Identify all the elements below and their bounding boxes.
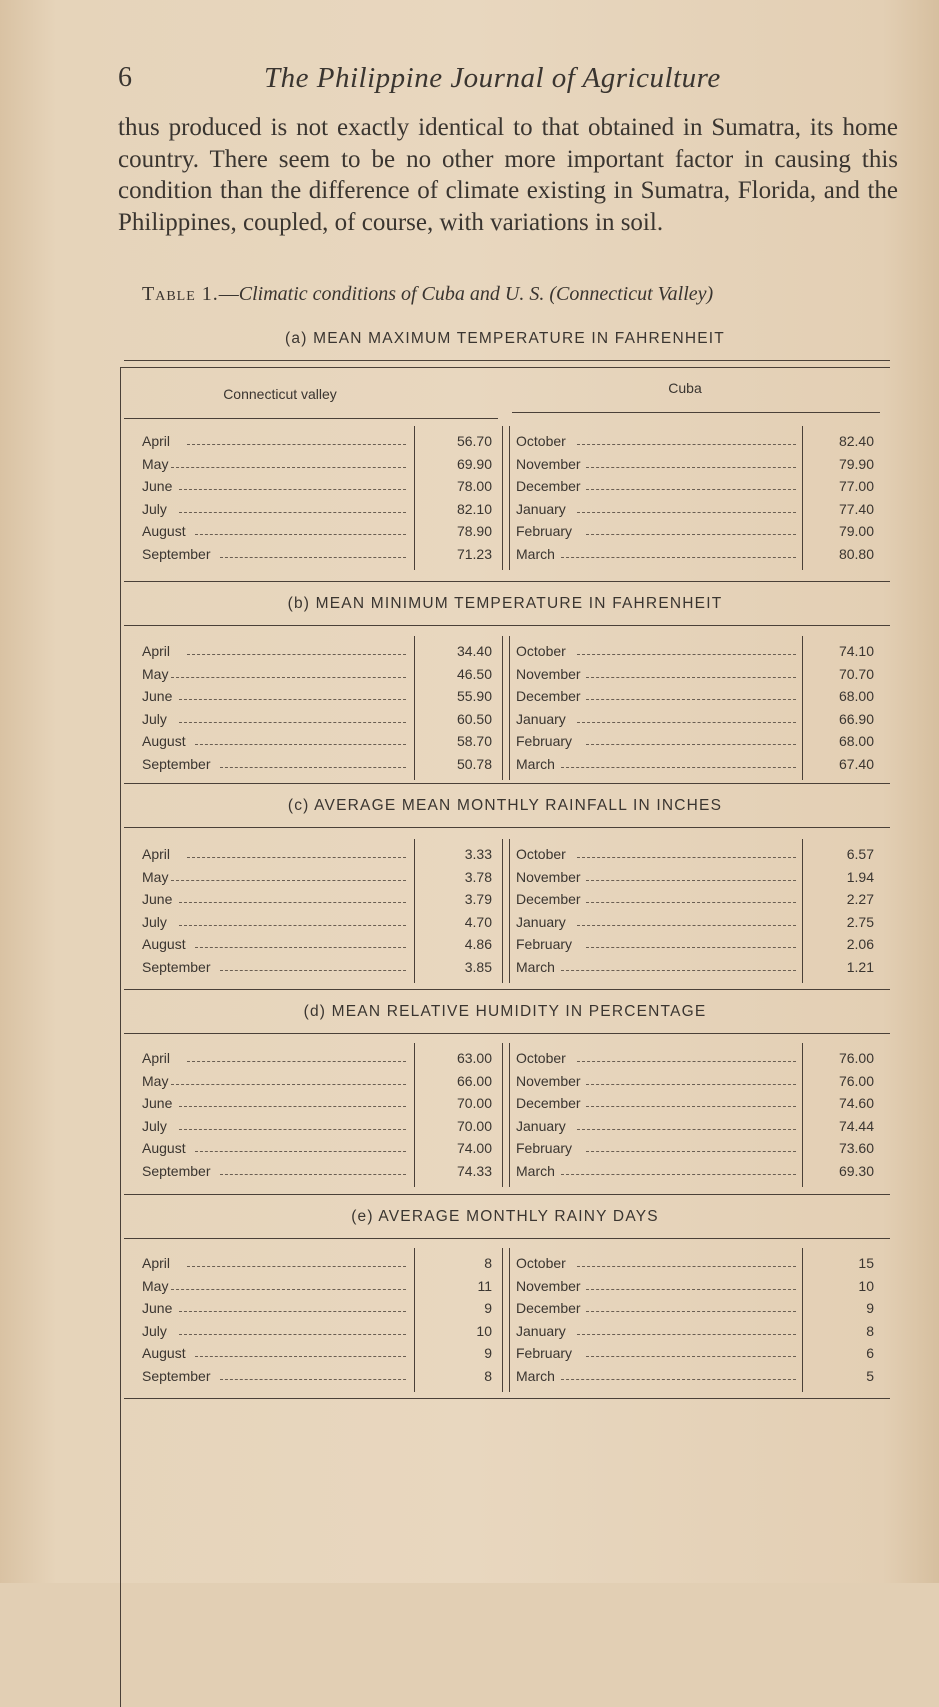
table-row [142,1115,492,1137]
leader-dots [586,744,796,745]
value-cell: 1.21 [846,959,874,975]
month-label: April [142,846,171,862]
leader-dots [577,857,796,858]
month-label: November [516,455,581,472]
month-label: June [142,1095,173,1112]
value-cell: 60.50 [456,710,492,727]
month-label: August [142,936,186,953]
leader-dots [586,489,796,490]
center-divider-a [502,1043,503,1187]
leader-dots [220,970,406,971]
leader-dots [561,1174,796,1175]
leader-dots [179,699,406,700]
month-label: December [516,688,581,705]
leader-dots [586,699,796,700]
month-label: December [516,1095,581,1112]
value-cell: 8 [484,1255,492,1271]
month-label: April [142,1255,171,1271]
section-title: (c) AVERAGE MEAN MONTHLY RAINFALL IN INCHES [287,797,723,814]
leader-dots [179,512,406,513]
month-label: July [142,913,167,930]
month-label: October [516,433,566,449]
table-row [142,866,492,888]
month-label: June [142,688,173,705]
table-row [516,1342,874,1364]
leader-dots [577,722,796,723]
value-cell: 82.10 [456,500,492,517]
leader-dots [561,970,796,971]
value-cell: 69.90 [456,455,492,472]
section-title: (b) MEAN MINIMUM TEMPERATURE IN FAHRENHEIT [287,595,723,612]
value-cell: 74.00 [456,1140,492,1157]
month-label: January [516,1322,566,1339]
month-label: February [516,733,573,750]
table-row [142,933,492,955]
month-label: June [142,1300,173,1317]
center-divider-a [502,426,503,570]
section-title-rule [124,625,890,626]
month-label: October [516,1050,566,1066]
value-cell: 82.40 [838,433,874,449]
value-cell: 66.00 [456,1072,492,1089]
leader-dots [195,947,406,948]
table-row [516,430,874,452]
leader-dots [586,1106,796,1107]
table-row [142,1137,492,1159]
leader-dots [179,902,406,903]
value-cell: 74.10 [838,643,874,659]
table-row [516,843,874,865]
month-label: September [142,1368,211,1384]
month-label: May [142,1072,169,1089]
section-top-rule [124,581,890,582]
leader-dots [179,1311,406,1312]
month-label: February [516,523,573,540]
month-label: January [516,1117,566,1134]
leader-dots [195,744,406,745]
table-left-edge [120,367,121,1707]
value-cell: 8 [484,1368,492,1384]
leader-dots [586,902,796,903]
leader-dots [220,1174,406,1175]
table-row [516,933,874,955]
leader-dots [586,1084,796,1085]
value-cell: 79.00 [838,523,874,540]
value-cell: 74.44 [838,1117,874,1134]
table-row [516,956,874,978]
table-row [142,1092,492,1114]
month-label: January [516,710,566,727]
table-row [516,1275,874,1297]
month-label: March [516,546,555,562]
month-label: May [142,868,169,885]
table-row [142,475,492,497]
month-label: October [516,643,566,659]
leader-dots [179,489,406,490]
month-label: July [142,1117,167,1134]
table-row [516,866,874,888]
value-cell: 10 [476,1322,492,1339]
value-cell: 69.30 [838,1163,874,1179]
table-row [142,498,492,520]
value-cell: 74.60 [838,1095,874,1112]
leader-dots [220,767,406,768]
table-row [516,1160,874,1182]
month-label: February [516,936,573,953]
table-row [516,911,874,933]
month-label: May [142,665,169,682]
table-row [142,708,492,730]
table-row [142,730,492,752]
month-label: September [142,756,211,772]
value-cell: 80.80 [838,546,874,562]
leader-dots [187,1061,406,1062]
table-row [142,843,492,865]
month-label: December [516,478,581,495]
table-row [516,520,874,542]
table-row [516,663,874,685]
month-label: January [516,913,566,930]
table-label: Table 1. [142,283,219,305]
running-title: The Philippine Journal of Agriculture [264,62,721,94]
section-title: (a) MEAN MAXIMUM TEMPERATURE IN FAHRENHEIT [285,330,725,347]
section-title-rule [124,360,890,361]
value-cell: 76.00 [838,1050,874,1066]
value-cell: 66.90 [838,710,874,727]
value-cell: 77.00 [838,478,874,495]
leader-dots [195,1151,406,1152]
value-cell: 71.23 [456,546,492,562]
table-top-rule [120,367,890,368]
body-paragraph: thus produced is not exactly identical to that obtained in Sumatra, its home country. There seem to be no other more important factor in causing this condition than the difference of climate existing in Sumatra, Florida, and the Philippines, coupled, of course, with variations in soil. [118,114,898,236]
table-row [516,543,874,565]
table-row [142,1160,492,1182]
leader-dots [187,654,406,655]
table-caption: Table 1.—Climatic conditions of Cuba and U. S. (Connecticut Valley) [142,283,714,305]
value-cell: 74.33 [456,1163,492,1179]
table-row [516,1137,874,1159]
value-cell: 70.00 [456,1117,492,1134]
value-cell: 79.90 [838,455,874,472]
section-title-rule [124,1238,890,1239]
leader-dots [179,1334,406,1335]
value-cell: 3.79 [464,891,492,908]
month-label: April [142,643,171,659]
leader-dots [586,677,796,678]
month-label: September [142,546,211,562]
value-cell: 58.70 [456,733,492,750]
table-row [142,956,492,978]
value-cell: 63.00 [456,1050,492,1066]
value-cell: 11 [477,1277,492,1294]
leader-dots [577,1129,796,1130]
month-label: May [142,1277,169,1294]
leader-dots [577,1266,796,1267]
value-cell: 4.86 [464,936,492,953]
value-cell: 1.94 [846,868,874,885]
value-cell: 3.85 [464,959,492,975]
month-label: August [142,1140,186,1157]
section-title-rule [124,1033,890,1034]
section-title: (d) MEAN RELATIVE HUMIDITY IN PERCENTAGE [303,1003,707,1020]
value-cell: 46.50 [456,665,492,682]
month-label: March [516,1368,555,1384]
value-cell: 9 [484,1345,492,1362]
table-row [516,640,874,662]
month-label: July [142,1322,167,1339]
table-row [142,1320,492,1342]
table-row [142,1252,492,1274]
table-row [516,685,874,707]
month-label: November [516,868,581,885]
value-cell: 4.70 [464,913,492,930]
table-row [142,753,492,775]
table-row [516,1297,874,1319]
value-cell: 68.00 [838,688,874,705]
column-header-connecticut: Connecticut valley [223,386,337,402]
leader-dots [586,1151,796,1152]
leader-dots [179,1106,406,1107]
center-divider-a [502,839,503,983]
header-rule-left [124,418,498,419]
month-label: May [142,455,169,472]
leader-dots [577,654,796,655]
page-number: 6 [118,62,132,93]
leader-dots [171,1084,406,1085]
month-label: June [142,891,173,908]
month-label: March [516,1163,555,1179]
value-cell: 78.00 [456,478,492,495]
column-header-cuba: Cuba [668,380,702,396]
table-row [142,911,492,933]
leader-dots [561,767,796,768]
header-rule-right [512,412,880,413]
month-label: July [142,500,167,517]
value-cell: 55.90 [456,688,492,705]
table-row [516,475,874,497]
center-divider-a [502,636,503,780]
running-header [118,62,878,102]
table-title: Climatic conditions of Cuba and U. S. (Connecticut Valley) [238,283,714,305]
value-cell: 56.70 [456,433,492,449]
leader-dots [187,857,406,858]
table-row [142,888,492,910]
value-cell: 9 [484,1300,492,1317]
table-bottom-rule [124,1398,890,1399]
section-top-rule [124,1194,890,1195]
leader-dots [586,947,796,948]
table-row [142,1297,492,1319]
value-cell: 6.57 [846,846,874,862]
leader-dots [577,444,796,445]
table-row [516,1252,874,1274]
center-divider-b [509,426,510,570]
month-label: January [516,500,566,517]
value-cell: 3.78 [464,868,492,885]
month-label: August [142,523,186,540]
center-divider-a [502,1248,503,1392]
leader-dots [179,925,406,926]
month-label: March [516,756,555,772]
leader-dots [171,677,406,678]
month-label: October [516,1255,566,1271]
value-cell: 2.75 [846,913,874,930]
leader-dots [561,1379,796,1380]
value-cell: 50.78 [456,756,492,772]
table-row [142,453,492,475]
month-label: April [142,1050,171,1066]
value-cell: 9 [866,1300,874,1317]
month-label: February [516,1345,573,1362]
leader-dots [195,534,406,535]
value-cell: 10 [858,1277,874,1294]
table-row [516,453,874,475]
table-row [516,730,874,752]
month-label: August [142,733,186,750]
table-row [516,753,874,775]
month-label: December [516,1300,581,1317]
center-divider-b [509,636,510,780]
value-cell: 78.90 [456,523,492,540]
leader-dots [586,1289,796,1290]
value-cell: 6 [866,1345,874,1362]
leader-dots [179,1129,406,1130]
center-divider-b [509,839,510,983]
table-row [516,1115,874,1137]
month-label: August [142,1345,186,1362]
table-row [142,640,492,662]
value-cell: 15 [858,1255,874,1271]
leader-dots [586,880,796,881]
leader-dots [187,1266,406,1267]
table-row [516,498,874,520]
month-label: March [516,959,555,975]
table-row [516,1365,874,1387]
month-label: September [142,1163,211,1179]
value-cell: 2.06 [846,936,874,953]
table-row [142,1275,492,1297]
leader-dots [586,1356,796,1357]
leader-dots [220,557,406,558]
table-row [142,663,492,685]
table-row [516,1320,874,1342]
leader-dots [577,925,796,926]
value-cell: 70.00 [456,1095,492,1112]
leader-dots [577,1061,796,1062]
table-row [516,1047,874,1069]
month-label: September [142,959,211,975]
value-cell: 8 [866,1322,874,1339]
table-row [142,520,492,542]
value-cell: 34.40 [456,643,492,659]
value-cell: 5 [866,1368,874,1384]
month-label: July [142,710,167,727]
section-top-rule [124,783,890,784]
month-label: October [516,846,566,862]
leader-dots [171,467,406,468]
leader-dots [586,534,796,535]
table-row [516,708,874,730]
month-label: June [142,478,173,495]
value-cell: 68.00 [838,733,874,750]
table-row [142,685,492,707]
value-cell: 70.70 [838,665,874,682]
month-label: April [142,433,171,449]
table-row [142,1342,492,1364]
leader-dots [577,1334,796,1335]
value-cell: 76.00 [838,1072,874,1089]
table-row [142,543,492,565]
month-label: February [516,1140,573,1157]
leader-dots [586,1311,796,1312]
table-row [142,1047,492,1069]
leader-dots [187,444,406,445]
month-label: November [516,665,581,682]
table-row [142,430,492,452]
leader-dots [171,880,406,881]
table-row [516,1092,874,1114]
leader-dots [171,1289,406,1290]
value-cell: 73.60 [838,1140,874,1157]
table-row [142,1070,492,1092]
section-title: (e) AVERAGE MONTHLY RAINY DAYS [351,1208,659,1225]
leader-dots [179,722,406,723]
leader-dots [195,1356,406,1357]
section-top-rule [124,989,890,990]
center-divider-b [509,1043,510,1187]
section-title-rule [124,827,890,828]
table-row [142,1365,492,1387]
month-label: November [516,1072,581,1089]
leader-dots [220,1379,406,1380]
month-label: November [516,1277,581,1294]
value-cell: 67.40 [838,756,874,772]
leader-dots [577,512,796,513]
leader-dots [586,467,796,468]
value-cell: 3.33 [464,846,492,862]
leader-dots [561,557,796,558]
value-cell: 77.40 [838,500,874,517]
table-row [516,888,874,910]
value-cell: 2.27 [846,891,874,908]
month-label: December [516,891,581,908]
center-divider-b [509,1248,510,1392]
table-row [516,1070,874,1092]
